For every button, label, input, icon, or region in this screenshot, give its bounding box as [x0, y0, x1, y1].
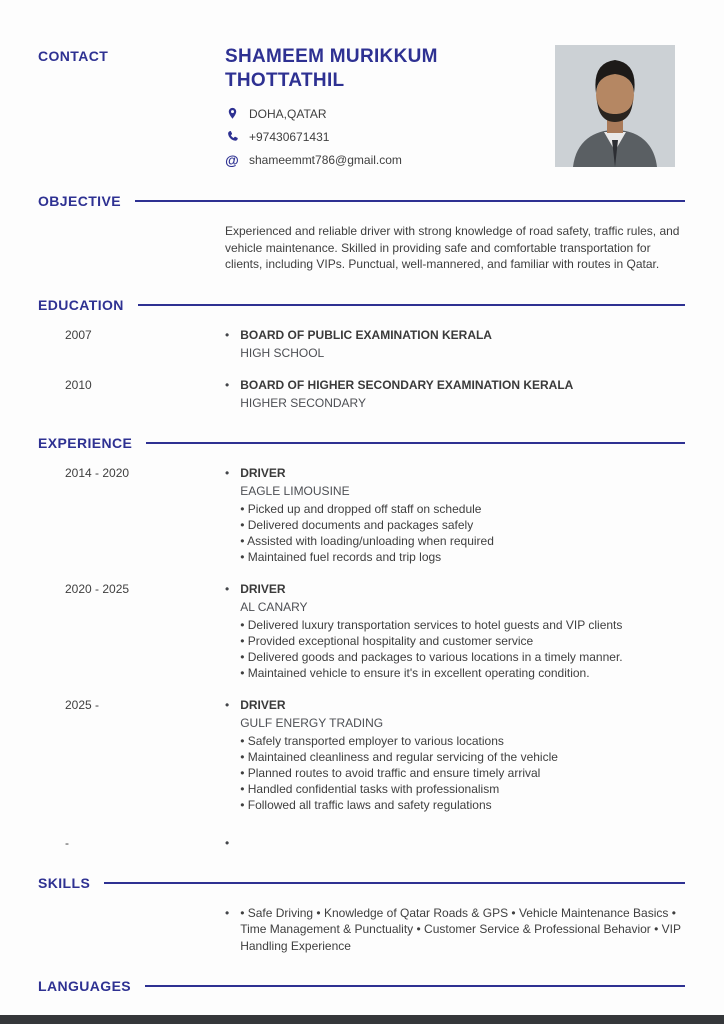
contact-location-row — [225, 107, 555, 121]
contact-rows — [225, 107, 555, 167]
experience-bullet: • Delivered documents and packages safely — [240, 517, 474, 532]
experience-period: 2014 - 2020 — [65, 465, 130, 480]
experience-entry — [38, 697, 685, 813]
objective-heading: OBJECTIVE — [38, 193, 121, 209]
experience-heading-row — [38, 435, 685, 451]
bullet-icon: • — [225, 465, 230, 480]
profile-photo — [555, 45, 675, 167]
section-divider — [145, 985, 685, 987]
objective-heading-row — [38, 193, 685, 209]
section-skills — [0, 875, 724, 955]
header — [0, 0, 724, 167]
experience-entry-empty — [38, 835, 685, 851]
experience-bullet: • Provided exceptional hospitality and customer service — [240, 633, 534, 648]
experience-title: DRIVER — [240, 465, 286, 480]
section-objective — [0, 193, 724, 273]
contact-section-label: CONTACT — [38, 48, 109, 64]
contact-location: DOHA,QATAR — [249, 106, 327, 121]
experience-entry — [38, 465, 685, 565]
education-subtitle: HIGH SCHOOL — [240, 345, 325, 360]
experience-bullet: • Delivered luxury transportation services to hotel guests and VIP clients — [240, 617, 623, 632]
section-divider — [104, 882, 685, 884]
bullet-icon: • — [225, 697, 230, 712]
section-divider — [135, 200, 685, 202]
experience-title: DRIVER — [240, 581, 286, 596]
education-year: 2007 — [65, 327, 92, 342]
phone-icon — [225, 130, 239, 144]
candidate-name-line2: THOTTATHIL — [225, 70, 345, 92]
experience-heading: EXPERIENCE — [38, 434, 133, 451]
experience-bullet: • Picked up and dropped off staff on schedule — [240, 501, 482, 516]
experience-bullet: • Handled confidential tasks with professionalism — [240, 781, 500, 796]
education-subtitle: HIGHER SECONDARY — [240, 395, 367, 410]
skills-heading: SKILLS — [38, 874, 91, 891]
education-heading: EDUCATION — [38, 296, 124, 313]
skills-text: • Safe Driving • Knowledge of Qatar Roads & GPS • Vehicle Maintenance Basics • Time Management & Punctuality • Customer Service & Professional Behavior • VIP Handling Experience — [240, 905, 681, 953]
page-bottom-edge — [0, 1015, 724, 1024]
contact-email: shameemmt786@gmail.com — [249, 152, 402, 167]
contact-phone: +97430671431 — [249, 129, 330, 144]
skills-heading-row — [38, 875, 685, 891]
section-experience — [0, 435, 724, 851]
education-heading-row — [38, 297, 685, 313]
experience-company: GULF ENERGY TRADING — [240, 715, 384, 730]
languages-heading: LANGUAGES — [38, 978, 132, 994]
candidate-name-line1: SHAMEEM MURIKKUM — [225, 46, 438, 67]
candidate-name — [225, 45, 555, 94]
bullet-icon: • — [225, 835, 230, 850]
education-entry — [38, 377, 685, 411]
experience-bullet: • Maintained vehicle to ensure it's in excellent operating condition. — [240, 665, 590, 680]
section-languages — [0, 978, 724, 994]
contact-phone-row — [225, 130, 555, 144]
experience-bullet: • Followed all traffic laws and safety regulations — [240, 797, 492, 812]
experience-bullet: • Planned routes to avoid traffic and ensure timely arrival — [240, 765, 541, 780]
experience-title: DRIVER — [240, 697, 286, 712]
email-at-icon: @ — [225, 151, 239, 168]
experience-period: - — [65, 835, 69, 850]
experience-bullet: • Safely transported employer to various locations — [240, 733, 504, 748]
experience-period: 2025 - — [65, 697, 100, 712]
experience-bullet: • Maintained fuel records and trip logs — [240, 549, 442, 564]
experience-bullet: • Delivered goods and packages to various locations in a timely manner. — [240, 649, 623, 664]
bullet-icon: • — [225, 377, 230, 392]
education-title: BOARD OF HIGHER SECONDARY EXAMINATION KERALA — [240, 377, 574, 392]
contact-email-row — [225, 153, 555, 167]
experience-bullet: • Assisted with loading/unloading when required — [240, 533, 494, 548]
experience-period: 2020 - 2025 — [65, 581, 130, 596]
section-divider — [138, 304, 685, 306]
education-year: 2010 — [65, 377, 92, 392]
experience-company: AL CANARY — [240, 599, 308, 614]
experience-company: EAGLE LIMOUSINE — [240, 483, 350, 498]
section-education — [0, 297, 724, 411]
education-title: BOARD OF PUBLIC EXAMINATION KERALA — [240, 327, 492, 342]
bullet-icon: • — [225, 327, 230, 342]
section-divider — [146, 442, 685, 444]
experience-bullet: • Maintained cleanliness and regular servicing of the vehicle — [240, 749, 558, 764]
education-entry — [38, 327, 685, 361]
bullet-icon: • — [225, 905, 230, 920]
location-pin-icon — [225, 107, 239, 121]
objective-text: Experienced and reliable driver with strong knowledge of road safety, traffic rules, and vehicle maintenance. Skilled in providing safe and comfortable transportation for clients, including VIPs. Punctual, well-mannered, and familiar with routes in Qatar. — [225, 224, 680, 271]
experience-entry — [38, 581, 685, 681]
header-main — [225, 45, 555, 167]
bullet-icon: • — [225, 581, 230, 596]
languages-heading-row — [38, 978, 685, 994]
